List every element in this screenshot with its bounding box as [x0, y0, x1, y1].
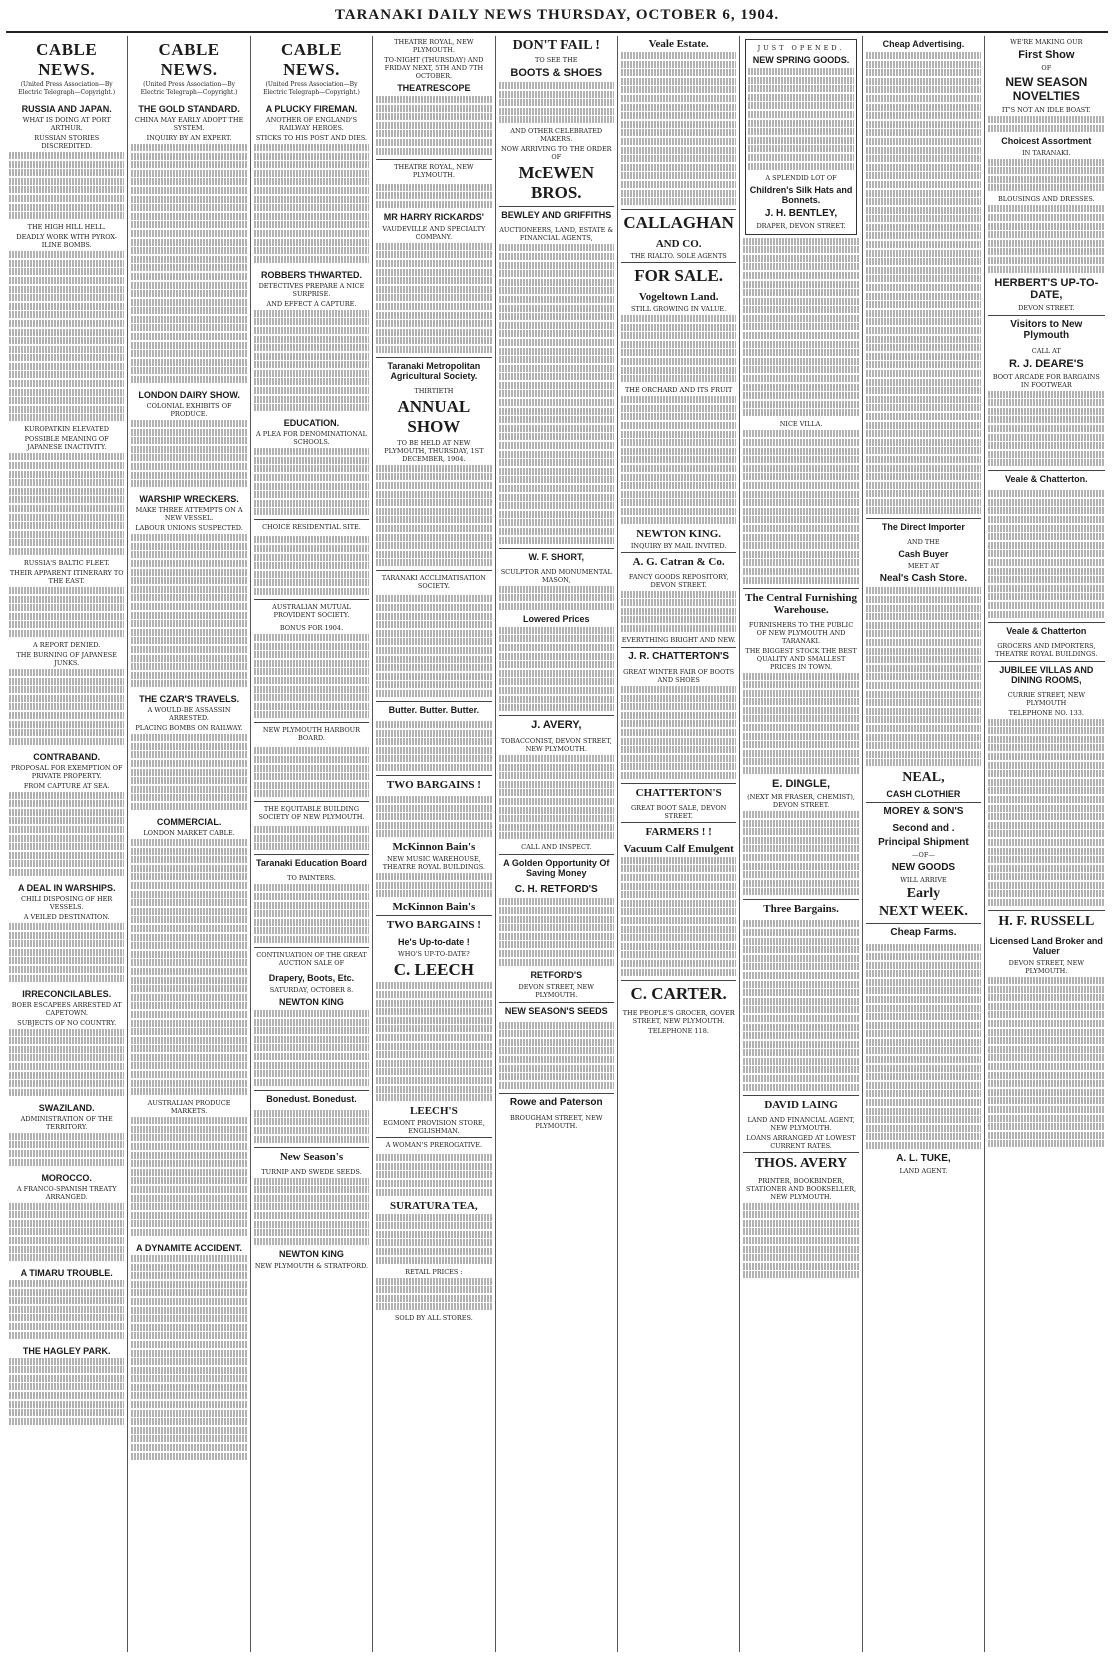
ad-box	[745, 39, 856, 235]
subheading: DEVON STREET.	[1018, 303, 1075, 312]
article-text	[131, 734, 246, 810]
subheading: FROM CAPTURE AT SEA.	[23, 781, 110, 790]
ad-title: J. AVERY,	[499, 715, 614, 734]
subheading: RUSSIAN STORIES DISCREDITED.	[34, 134, 100, 150]
subheading: CHILI DISPOSING OF HER VESSELS.	[21, 895, 113, 912]
subheading: NOW ARRIVING TO THE ORDER OF	[500, 145, 612, 162]
ad-text	[254, 747, 369, 797]
ad-title: Early	[906, 886, 941, 902]
subheading: AND EFFECT A CAPTURE.	[266, 299, 357, 308]
ad-title: CALLAGHAN	[621, 209, 736, 236]
headline: IRRECONCILABLES.	[22, 988, 112, 999]
subheading: THIRTIETH	[414, 386, 454, 395]
ad-text	[988, 159, 1104, 192]
ad-text	[621, 315, 736, 382]
article-text	[131, 420, 246, 487]
subheading: NEW PLYMOUTH & STRATFORD.	[254, 1261, 369, 1270]
ad-text	[376, 96, 491, 155]
ad-title: NEWTON KING	[279, 1248, 344, 1259]
subheading: ADMINISTRATION OF THE TERRITORY.	[20, 1114, 113, 1131]
ad-text	[499, 244, 614, 543]
ad-title: Choicest Assortment	[1001, 135, 1092, 146]
subheading: TURNIP AND SWEDE SEEDS.	[261, 1167, 362, 1176]
article-text	[131, 839, 246, 1095]
subheading: SOLD BY ALL STORES.	[394, 1314, 473, 1323]
ad-text	[499, 586, 614, 610]
ad-title: C. H. RETFORD'S	[514, 884, 598, 896]
ad-title: NEW SEASON NOVELTIES	[1005, 75, 1088, 103]
ad-title: MR HARRY RICKARDS'	[383, 211, 484, 222]
ad-title: NEWTON KING.	[636, 527, 722, 540]
ad-text	[376, 982, 491, 1101]
ad-title: NEAL,	[902, 770, 945, 786]
subheading: RUSSIA'S BALTIC FLEET.	[23, 558, 110, 567]
subheading: DEVON STREET, NEW PLYMOUTH.	[518, 982, 594, 999]
ad-title: Taranaki Education Board	[254, 854, 369, 871]
subheading: AUSTRALIAN PRODUCE MARKETS.	[147, 1099, 231, 1116]
column-9	[985, 36, 1107, 1652]
subheading: NICE VILLA.	[779, 420, 823, 429]
ad-text	[254, 884, 369, 943]
ad-text	[376, 1278, 491, 1311]
newspaper-columns	[6, 36, 1108, 1652]
headline: THE CZAR'S TRAVELS.	[139, 694, 240, 705]
article-text	[254, 448, 369, 515]
ad-text	[988, 977, 1104, 1147]
ad-title: DAVID LAING	[743, 1095, 858, 1114]
ad-text	[254, 1010, 369, 1086]
subheading: IN TARANAKI.	[1022, 148, 1071, 157]
ad-title: Cash Buyer	[898, 549, 949, 560]
ad-title: FOR SALE.	[621, 262, 736, 289]
ad-text	[743, 238, 858, 417]
article-text	[9, 587, 124, 637]
subheading: THEIR APPARENT ITINERARY TO THE EAST.	[9, 568, 124, 585]
ad-title: Veale & Chatterton.	[988, 470, 1104, 487]
ad-text	[866, 944, 981, 1149]
ad-title: LEECH'S	[410, 1105, 458, 1118]
subheading: LABOUR UNIONS SUSPECTED.	[135, 524, 243, 533]
headline: A DEAL IN WARSHIPS.	[17, 883, 116, 894]
subheading: TELEPHONE 118.	[648, 1026, 709, 1035]
subheading: EVERYTHING BRIGHT AND NEW.	[621, 635, 736, 644]
ad-text	[743, 920, 858, 1090]
ad-heading: AUSTRALIAN MUTUAL PROVIDENT SOCIETY.	[254, 599, 369, 622]
subheading: IT'S NOT AN IDLE BOAST.	[1001, 106, 1091, 114]
ad-title: CASH CLOTHIER	[886, 789, 961, 800]
headline: A DYNAMITE ACCIDENT.	[136, 1242, 242, 1253]
subheading: BLOUSINGS AND DRESSES.	[997, 195, 1095, 204]
ad-title: BOOTS & SHOES	[510, 67, 603, 79]
ad-heading: THEATRE ROYAL, NEW PLYMOUTH.	[394, 38, 474, 54]
subheading: DEVON STREET, NEW PLYMOUTH.	[1008, 959, 1085, 976]
column-8	[863, 36, 985, 1652]
ad-text	[376, 243, 491, 353]
ad-title: RETFORD'S	[530, 969, 583, 980]
subheading: AND OTHER CELEBRATED MAKERS.	[510, 127, 603, 144]
ad-text	[254, 1178, 369, 1245]
ad-title: NEW SPRING GOODS.	[752, 55, 850, 65]
ad-title: Licensed Land Broker and Valuer	[989, 936, 1103, 957]
headline: SWAZILAND.	[38, 1102, 95, 1113]
ad-title: CHATTERTON'S	[621, 783, 736, 802]
ad-title: Taranaki Metropolitan Agricultural Society.	[376, 357, 491, 384]
subheading: NEW MUSIC WAREHOUSE, THEATRE ROYAL BUILDINGS.	[382, 855, 486, 872]
subheading: INQUIRY BY MAIL INVITED.	[630, 541, 727, 550]
ad-title: A. L. TUKE,	[896, 1153, 951, 1164]
headline: A TIMARU TROUBLE.	[20, 1268, 113, 1279]
ad-title: Second and .	[892, 823, 955, 835]
ad-text	[499, 82, 614, 123]
credit-line: (United Press Association—By Electric Telegraph—Copyright.)	[18, 81, 116, 96]
subheading: CALL AND INSPECT.	[521, 843, 592, 852]
article-text	[9, 1029, 124, 1096]
ad-text	[376, 465, 491, 567]
headline: EDUCATION.	[283, 418, 340, 429]
subheading: LAND AND FINANCIAL AGENT, NEW PLYMOUTH.	[747, 1115, 855, 1132]
ad-heading: NEW PLYMOUTH HARBOUR BOARD.	[254, 722, 369, 745]
ad-title: Veale Estate.	[648, 38, 709, 50]
subheading: WHO'S UP-TO-DATE?	[398, 950, 470, 959]
column-6	[618, 36, 740, 1652]
ad-title: Veale & Chatterton	[988, 622, 1104, 639]
ad-title: NEWTON KING	[279, 997, 344, 1008]
subheading: EGMONT PROVISION STORE, ENGLISHMAN.	[383, 1119, 485, 1136]
subheading: CURRIE STREET, NEW PLYMOUTH	[1007, 690, 1086, 707]
subheading: BROUGHAM STREET, NEW PLYMOUTH.	[509, 1113, 603, 1130]
ad-text	[254, 1110, 369, 1143]
subheading: PLACING BOMBS ON RAILWAY.	[135, 724, 243, 733]
subheading: BONUS FOR 1904.	[279, 623, 344, 632]
ad-title: THOS. AVERY	[743, 1152, 858, 1175]
ad-title: NEW SEASON'S SEEDS	[499, 1002, 614, 1019]
subheading: WE'RE MAKING OUR	[1010, 38, 1083, 46]
subheading: DETECTIVES PREPARE A NICE SURPRISE.	[258, 281, 365, 298]
article-text	[131, 1117, 246, 1236]
ad-title: BEWLEY AND GRIFFITHS	[499, 206, 614, 223]
ad-title: Neal's Cash Store.	[879, 573, 968, 585]
ad-title: Three Bargains.	[743, 899, 858, 918]
subheading: FURNISHERS TO THE PUBLIC OF NEW PLYMOUTH AND TARANAKI.	[748, 620, 854, 645]
article-text	[9, 923, 124, 982]
ad-title: J. R. CHATTERTON'S	[621, 647, 736, 665]
subheading: KUROPATKIN ELEVATED	[24, 425, 110, 434]
ad-text	[376, 1154, 491, 1195]
subheading: PROPOSAL FOR EXEMPTION OF PRIVATE PROPERTY.	[10, 763, 123, 780]
column-heading: CABLE NEWS.	[158, 40, 220, 79]
ad-title: New Season's	[254, 1147, 369, 1166]
column-1	[6, 36, 128, 1652]
subheading: TO PAINTERS.	[287, 874, 336, 883]
credit-line: (United Press Association—By Electric Telegraph—Copyright.)	[140, 81, 238, 96]
ad-text	[621, 857, 736, 976]
subheading: THE RIALTO. SOLE AGENTS	[630, 252, 727, 261]
ad-heading: TARANAKI ACCLIMATISATION SOCIETY.	[376, 570, 491, 593]
ad-title: Vacuum Calf Emulgent	[623, 842, 734, 855]
subheading: GREAT BOOT SALE, DEVON STREET.	[630, 803, 727, 820]
headline: RUSSIA AND JAPAN.	[21, 104, 112, 114]
ad-title: AND CO.	[655, 238, 702, 251]
article-text	[9, 1280, 124, 1339]
subheading: TO SEE THE	[535, 56, 578, 64]
ad-text	[743, 1203, 858, 1279]
ad-title: Lowered Prices	[522, 613, 590, 624]
subheading: A VEILED DESTINATION.	[23, 913, 110, 922]
ad-title: E. DINGLE,	[772, 778, 831, 791]
ad-text	[254, 826, 369, 850]
subheading: ANOTHER OF ENGLAND'S RAILWAY HEROES.	[265, 116, 358, 132]
ad-title: First Show	[1018, 49, 1075, 61]
masthead-rule	[6, 31, 1108, 33]
ad-title: Principal Shipment	[878, 837, 969, 849]
ad-heading: THE EQUITABLE BUILDING SOCIETY OF NEW PLYMOUTH.	[254, 801, 369, 824]
ad-title: TWO BARGAINS !	[376, 915, 491, 934]
ad-title: THEATRESCOPE	[397, 83, 471, 93]
ad-title: Rowe and Paterson	[499, 1093, 614, 1111]
ad-title: Drapery, Boots, Etc.	[268, 973, 355, 984]
subheading: A WOULD-BE ASSASSIN ARRESTED.	[147, 706, 231, 723]
column-5	[496, 36, 618, 1652]
ad-title: NEW GOODS	[891, 862, 956, 874]
article-text	[9, 251, 124, 421]
subheading: WILL ARRIVE	[900, 876, 947, 885]
ad-text	[376, 595, 491, 697]
ad-text	[748, 68, 853, 170]
ad-title: MOREY & SON'S	[866, 802, 981, 820]
subheading: LOANS ARRANGED AT LOWEST CURRENT RATES.	[746, 1133, 856, 1150]
article-text	[9, 792, 124, 876]
subheading: CHINA MAY EARLY ADOPT THE SYSTEM.	[134, 116, 244, 132]
ad-text	[866, 587, 981, 766]
ad-title: FARMERS ! !	[621, 822, 736, 841]
subheading: THE ORCHARD AND ITS FRUIT	[624, 386, 733, 395]
ad-text	[621, 396, 736, 523]
ad-text	[254, 634, 369, 718]
subheading: MEET AT	[907, 562, 940, 571]
headline: THE GOLD STANDARD.	[138, 104, 240, 114]
ad-text	[499, 898, 614, 965]
ad-text	[988, 116, 1104, 132]
article-text	[131, 144, 246, 383]
subheading: —OF—	[912, 851, 935, 860]
subheading: STICKS TO HIS POST AND DIES.	[255, 134, 368, 142]
article-text	[9, 1358, 124, 1425]
ad-heading: CHOICE RESIDENTIAL SITE.	[254, 519, 369, 534]
ad-title: C. LEECH	[393, 960, 475, 980]
subheading: AUCTIONEERS, LAND, ESTATE & FINANCIAL AGENTS,	[499, 226, 614, 243]
ad-title: McEWEN BROS.	[518, 163, 595, 203]
subheading: FANCY GOODS REPOSITORY, DEVON STREET.	[628, 572, 729, 589]
subheading: THE PEOPLE'S GROCER, GOVER STREET, NEW PLYMOUTH.	[622, 1008, 735, 1025]
ad-text	[743, 673, 858, 775]
subheading: LAND AGENT.	[899, 1167, 948, 1175]
subheading: A REPORT DENIED.	[33, 640, 101, 649]
subheading: SUBJECTS OF NO COUNTRY.	[17, 1018, 117, 1027]
article-text	[131, 534, 246, 687]
ad-text	[499, 755, 614, 839]
article-text	[254, 310, 369, 412]
headline: CONTRABAND.	[33, 751, 101, 762]
subheading: GROCERS AND IMPORTERS, THEATRE ROYAL BUILDINGS.	[995, 641, 1098, 658]
ad-text	[988, 490, 1104, 617]
ad-title: Cheap Advertising.	[882, 39, 965, 49]
subheading: GREAT WINTER FAIR OF BOOTS AND SHOES	[623, 667, 735, 684]
article-text	[9, 669, 124, 745]
subheading: LONDON MARKET CABLE.	[143, 829, 235, 838]
subheading: A SPLENDID LOT OF	[765, 173, 837, 182]
ad-heading: TO-NIGHT (THURSDAY) AND FRIDAY NEXT, 5TH AND 7TH OCTOBER.	[384, 56, 484, 80]
headline: WARSHIP WRECKERS.	[139, 494, 239, 505]
subheading: WHAT IS DOING AT PORT ARTHUR.	[22, 116, 111, 132]
ad-text	[988, 205, 1104, 272]
ad-title: JUBILEE VILLAS AND DINING ROOMS,	[988, 661, 1104, 688]
ad-title: NEXT WEEK.	[878, 904, 968, 920]
ad-title: A Golden Opportunity Of Saving Money	[499, 854, 614, 881]
subheading: VAUDEVILLE AND SPECIALTY COMPANY.	[382, 224, 486, 241]
subheading: AND THE	[907, 538, 940, 547]
column-heading: CABLE NEWS.	[36, 40, 98, 79]
subheading: RETAIL PRICES :	[405, 1267, 463, 1276]
headline: A PLUCKY FIREMAN.	[265, 104, 358, 114]
article-text	[254, 144, 369, 263]
ad-title: McKinnon Bain's	[392, 901, 476, 914]
ad-title: C. CARTER.	[621, 980, 736, 1007]
subheading: PRINTER, BOOKBINDER, STATIONER AND BOOKSELLER, NEW PLYMOUTH.	[746, 1176, 857, 1201]
masthead: TARANAKI DAILY NEWS THURSDAY, OCTOBER 6, 1904.	[334, 6, 780, 23]
article-text	[131, 1255, 246, 1460]
ad-title: ANNUAL SHOW	[397, 396, 471, 436]
ad-title: W. F. SHORT,	[499, 548, 614, 565]
subheading: THE HIGH HILL HELL.	[27, 223, 106, 232]
subheading: THE BURNING OF JAPANESE JUNKS.	[16, 650, 117, 667]
ad-text	[866, 52, 981, 514]
ad-title: Bonedust. Bonedust.	[254, 1090, 369, 1107]
ad-text	[376, 184, 491, 208]
ad-text	[499, 1022, 614, 1089]
subheading: POSSIBLE MEANING OF JAPANESE INACTIVITY.	[24, 435, 109, 452]
ad-heading: A WOMAN'S PREROGATIVE.	[376, 1137, 491, 1152]
subheading: BOER ESCAPEES ARRESTED AT CAPETOWN.	[11, 1000, 122, 1017]
ad-text	[254, 536, 369, 595]
ad-title: The Central Furnishing Warehouse.	[743, 588, 858, 619]
ad-heading: THEATRE ROYAL, NEW PLYMOUTH.	[376, 159, 491, 182]
ad-text	[376, 1214, 491, 1264]
ad-text	[376, 873, 491, 897]
ad-heading: CONTINUATION OF THE GREAT AUCTION SALE OF	[254, 947, 369, 970]
ad-date: SATURDAY, OCTOBER 8.	[269, 986, 354, 995]
subheading: THE BIGGEST STOCK THE BEST QUALITY AND SMALLEST PRICES IN TOWN.	[745, 646, 857, 671]
article-text	[9, 152, 124, 219]
ad-title: TWO BARGAINS !	[376, 775, 491, 794]
ad-text	[743, 430, 858, 583]
credit-line: (United Press Association—By Electric Telegraph—Copyright.)	[263, 81, 360, 96]
ad-title: Cheap Farms.	[866, 923, 981, 941]
subheading: INQUIRY BY AN EXPERT.	[146, 134, 232, 142]
ad-title: A. G. Catran & Co.	[621, 552, 736, 571]
subheading: MAKE THREE ATTEMPTS ON A NEW VESSEL.	[135, 506, 243, 523]
ad-title: Vogeltown Land.	[638, 291, 719, 304]
column-7	[740, 36, 862, 1652]
headline: ROBBERS THWARTED.	[260, 269, 362, 280]
headline: COMMERCIAL.	[156, 817, 222, 828]
ad-text	[743, 811, 858, 895]
subheading: DRAPER, DEVON STREET.	[756, 221, 846, 230]
subheading: TOBACCONIST, DEVON STREET, NEW PLYMOUTH.	[500, 737, 612, 754]
column-2	[128, 36, 250, 1652]
ad-text	[621, 52, 736, 205]
ad-text	[621, 591, 736, 632]
ad-title: McKinnon Bain's	[392, 841, 476, 854]
subheading: BOOT ARCADE FOR BARGAINS IN FOOTWEAR	[992, 372, 1100, 389]
subheading: A PLEA FOR DENOMINATIONAL SCHOOLS.	[256, 430, 367, 447]
ad-title: J. H. BENTLEY,	[764, 207, 838, 219]
headline: LONDON DAIRY SHOW.	[138, 390, 240, 401]
ad-title: Visitors to New Plymouth	[988, 315, 1104, 344]
ad-title: HERBERT'S UP-TO-DATE,	[994, 276, 1099, 301]
ad-title: The Direct Importer	[866, 518, 981, 535]
ad-text	[376, 796, 491, 837]
subheading: (NEXT MR FRASER, CHEMIST), DEVON STREET.	[747, 793, 855, 810]
ad-text	[499, 627, 614, 711]
headline: THE HAGLEY PARK.	[22, 1345, 111, 1356]
subheading: TO BE HELD AT NEW PLYMOUTH, THURSDAY, 1ST DECEMBER, 1904.	[384, 438, 484, 463]
ad-title: H. F. RUSSELL	[988, 910, 1104, 933]
ad-title: R. J. DEARE'S	[1008, 357, 1084, 370]
ad-title: He's Up-to-date !	[398, 937, 470, 948]
ad-title: DON'T FAIL !	[512, 38, 600, 53]
ad-title: Children's Silk Hats and Bonnets.	[749, 184, 853, 205]
article-text	[9, 1133, 124, 1166]
headline: MOROCCO.	[41, 1172, 92, 1183]
article-text	[9, 1203, 124, 1262]
subheading: STILL GROWING IN VALUE.	[631, 305, 727, 314]
subheading: DEADLY WORK WITH PYROX-ILINE BOMBS.	[16, 233, 118, 250]
ad-title: SURATURA TEA,	[390, 1199, 478, 1212]
ad-text	[988, 719, 1104, 906]
column-heading: CABLE NEWS.	[280, 40, 343, 79]
subheading: A FRANCO-SPANISH TREATY ARRANGED.	[16, 1184, 117, 1201]
subheading: COLONIAL EXHIBITS OF PRODUCE.	[146, 402, 232, 419]
subheading: CALL AT	[1031, 346, 1061, 355]
subheading: SCULPTOR AND MONUMENTAL MASON,	[500, 567, 612, 584]
column-3	[251, 36, 373, 1652]
subheading: JUST OPENED.	[757, 44, 845, 52]
ad-title: Butter. Butter. Butter.	[376, 701, 491, 718]
article-text	[9, 453, 124, 555]
ad-text	[621, 686, 736, 779]
ad-text	[988, 391, 1104, 467]
ad-text	[376, 721, 491, 771]
subheading: OF	[1041, 64, 1052, 72]
subheading: TELEPHONE NO. 133.	[1008, 708, 1084, 717]
column-4	[373, 36, 495, 1652]
